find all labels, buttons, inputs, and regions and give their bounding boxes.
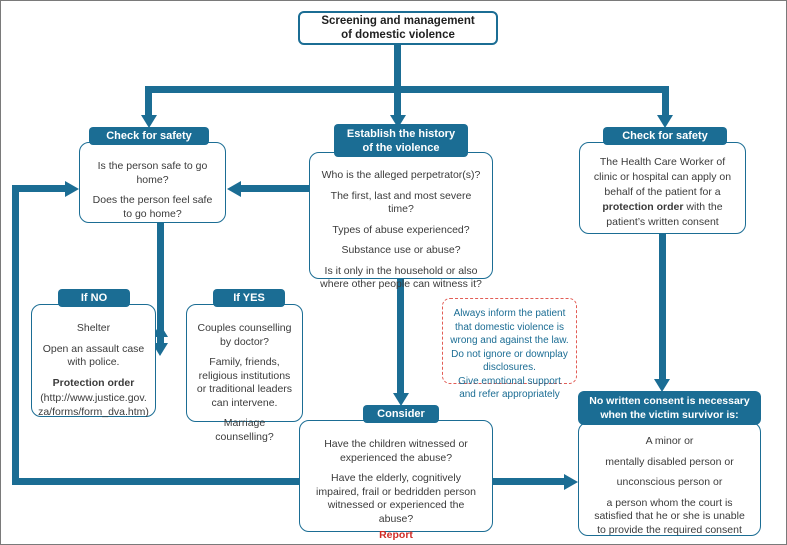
consent-header	[578, 391, 761, 425]
arrow-loop-bottom-left	[12, 478, 300, 485]
if-no-assault: Open an assault case with police.	[42, 342, 145, 368]
advice-line-2: Do not ignore or downplay disclosures.	[451, 348, 568, 373]
right-check-box	[579, 142, 746, 234]
right-check-header-label: Check for safety	[622, 130, 708, 142]
arrow-consider-to-consent-line	[493, 478, 564, 485]
if-no-box	[31, 304, 156, 417]
right-check-text-post: with the patient’s written consent	[606, 201, 723, 228]
history-header-line-2: of the violence	[362, 141, 440, 154]
consent-header-line-2: when the victim survivor is:	[600, 409, 739, 421]
consent-box	[578, 422, 761, 536]
title-line-1: Screening and management	[321, 15, 475, 27]
right-check-text-pre: The Health Care Worker of clinic or hospital can apply on behalf of the patient for a	[593, 156, 732, 198]
consent-l2: mentally disabled person or	[605, 455, 734, 468]
arrow-right-to-consent-line	[659, 234, 666, 381]
history-q4: Substance use or abuse?	[341, 244, 461, 256]
right-check-text-bold: protection order	[602, 201, 684, 213]
consent-header-line-1: No written consent is necessary	[589, 395, 750, 407]
arrow-trunk-horizontal	[145, 86, 669, 93]
right-check-header	[603, 127, 727, 145]
if-yes-box	[186, 304, 303, 443]
if-yes-couples: Couples counselling by doctor?	[197, 322, 292, 348]
arrow-drop-right-line	[662, 86, 669, 117]
if-no-protection-order: Protection order	[52, 376, 135, 389]
consider-q1: Have the children witnessed or experienced the abuse?	[324, 438, 468, 464]
consent-l1: A minor or	[645, 435, 694, 447]
history-header	[334, 124, 468, 157]
if-yes-marriage: Marriage counselling?	[215, 417, 274, 443]
consider-header-label: Consider	[377, 408, 425, 420]
if-no-header	[58, 289, 130, 307]
arrow-history-to-left-head	[227, 181, 241, 197]
if-no-header-label: If NO	[80, 292, 108, 304]
arrow-drop-center-line	[394, 86, 401, 117]
left-check-box	[79, 142, 226, 223]
left-check-q2: Does the person feel safe to go home?	[92, 194, 213, 220]
left-check-q1: Is the person safe to go home?	[97, 160, 208, 186]
arrow-loop-top-horizontal	[12, 185, 65, 192]
consider-header	[363, 405, 439, 423]
arrow-history-to-left-line	[241, 185, 309, 192]
consent-l4: a person whom the court is satisfied that he or she is unable to provide the required consent	[594, 496, 745, 536]
if-yes-header	[213, 289, 285, 307]
consent-l3: unconscious person or	[616, 476, 723, 488]
consider-report: Report	[379, 529, 413, 541]
advice-line-1: Always inform the patient that domestic violence is wrong and against the law.	[450, 308, 569, 346]
consider-q2: Have the elderly, cognitively impaired, frail or bedridden person witnessed or experienced the abuse?	[316, 472, 476, 525]
history-box	[309, 152, 493, 290]
history-q5: Is it only in the household or also where other people can witness it?	[320, 264, 482, 290]
arrow-consider-to-consent-head	[564, 474, 578, 490]
arrow-drop-left-line	[145, 86, 152, 117]
arrow-history-to-consider-line	[397, 279, 404, 393]
if-no-url	[38, 392, 149, 419]
arrow-trunk-vertical	[394, 45, 401, 89]
if-no-url-line-1: (http://www.justice.gov.	[40, 392, 147, 404]
left-check-header-label: Check for safety	[106, 130, 192, 142]
arrow-loop-into-left-check-head	[65, 181, 79, 197]
if-yes-family: Family, friends, religious institutions or traditional leaders can intervene.	[196, 356, 293, 409]
history-header-line-1: Establish the history	[346, 127, 456, 140]
if-yes-header-label: If YES	[233, 292, 265, 304]
consider-box	[299, 420, 493, 541]
advice-line-3: Give emotional support and refer appropriately	[458, 375, 561, 400]
history-q2: The first, last and most severe time?	[330, 189, 472, 215]
left-check-header	[89, 127, 209, 145]
if-no-url-line-2: za/forms/form_dva.htm)	[38, 405, 149, 418]
title-box	[298, 11, 498, 45]
advice-box	[442, 298, 577, 400]
right-check-text	[589, 155, 736, 230]
if-no-shelter: Shelter	[76, 322, 111, 334]
arrow-loop-vertical	[12, 185, 19, 485]
title-line-2: of domestic violence	[341, 29, 455, 41]
history-q1: Who is the alleged perpetrator(s)?	[321, 169, 481, 181]
history-q3: Types of abuse experienced?	[332, 223, 470, 236]
